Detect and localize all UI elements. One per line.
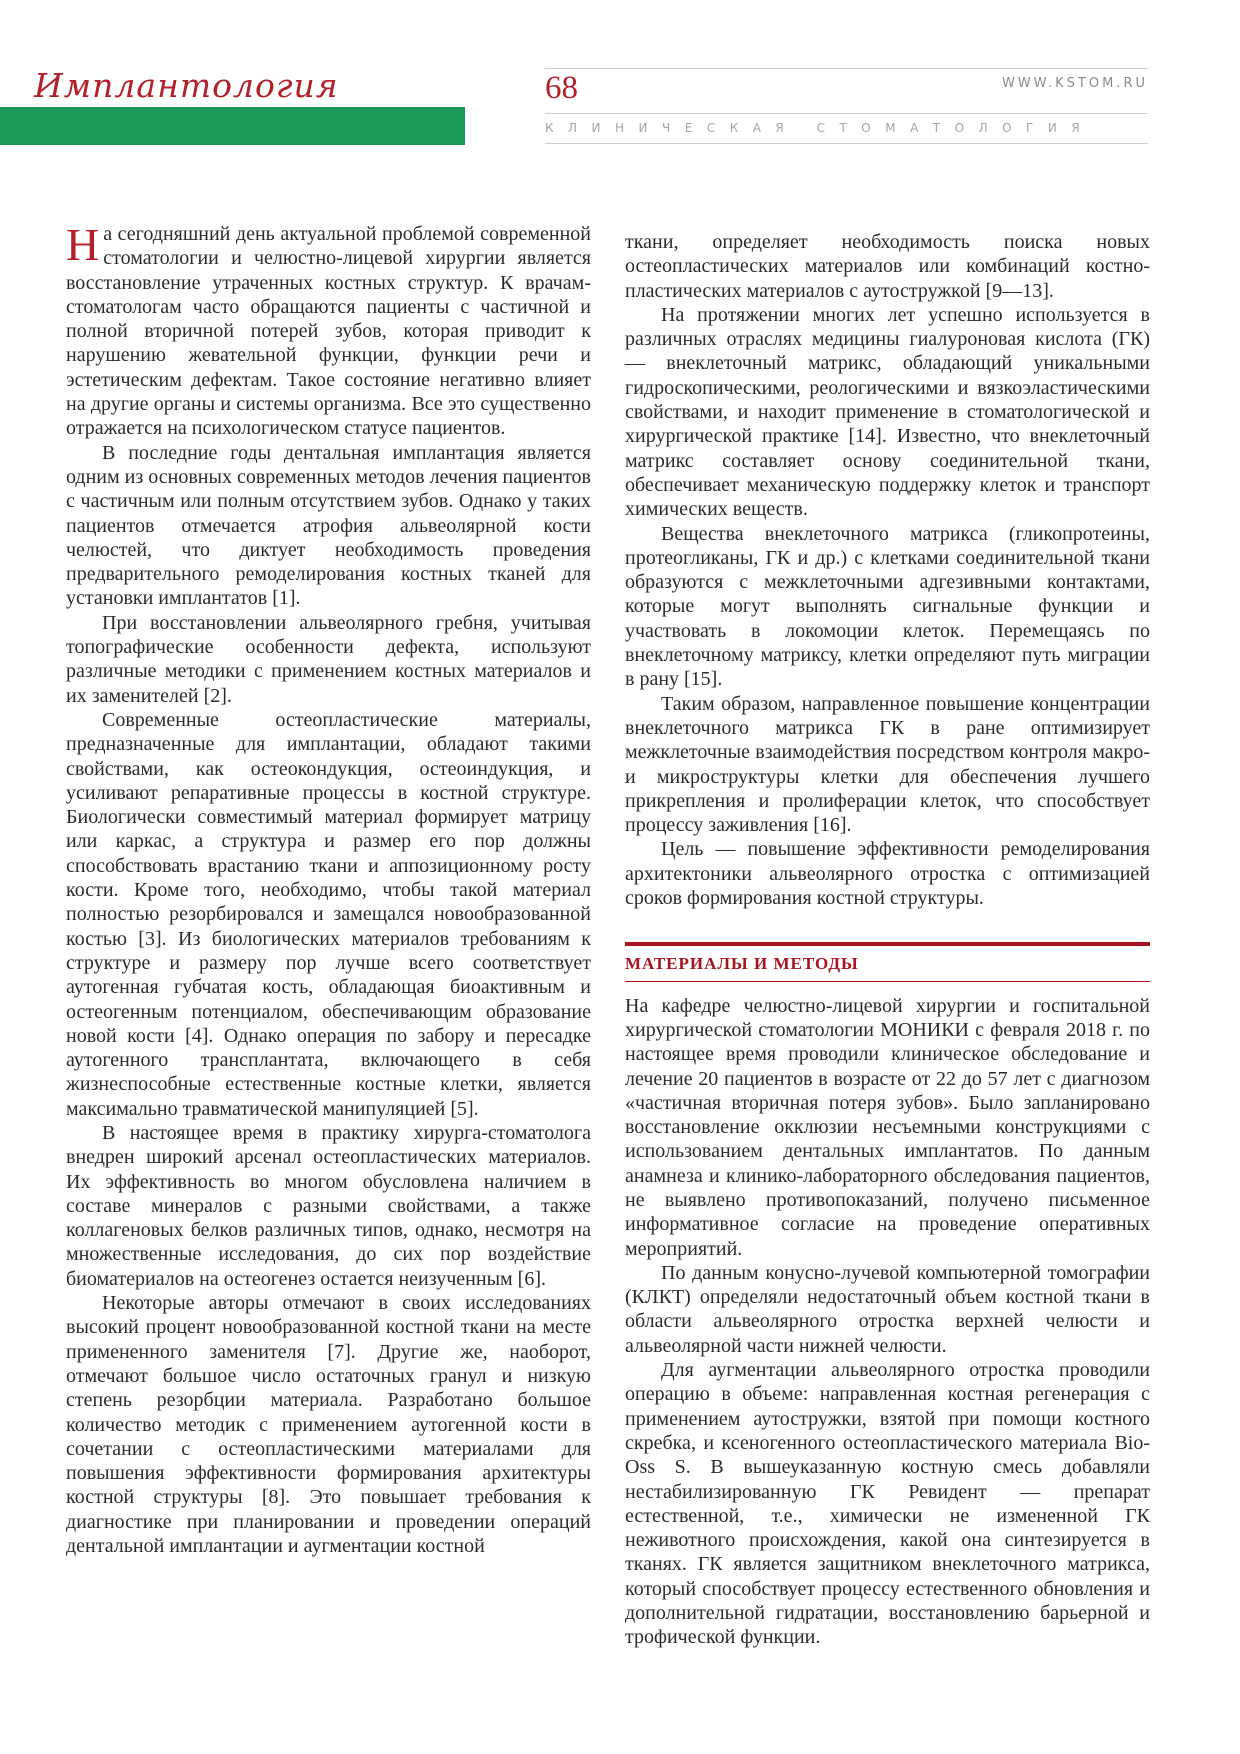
header-rule-bottom (545, 143, 1148, 144)
page-header (0, 0, 1240, 160)
paragraph (66, 219, 591, 441)
paragraph: Некоторые авторы отмечают в своих исследованиях высокий процент новообразованной костной ткани на месте примененного заменителя [7]. Другие же, наоборот, отмечают большое число остаточных гранул и низкую степень резорбции материала. Разработано большое количество методик с применением аутогенной кости в сочетании с остеопластическими материалами для повышения эффективности формирования архитектуры костной структуры [8]. Это повышает требования к диагностике при планировании и проведении операций дентальной имплантации и аугментации костной (66, 1292, 591, 1558)
paragraph: Современные остеопластические материалы, предназначенные для имплантации, обладают такими свойствами, как остеокондукция, остеоиндукция, и усиливают репаративные процессы в костной структуре. Биологически совместимый материал формирует матрицу или каркас, а структура и размер его пор должны способствовать врастанию ткани и аппозиционному росту кости. Кроме того, необходимо, чтобы такой материал полностью резорбировался и замещался новообразованной костью [3]. Из биологических материалов требованиям к структуре и размеру пор лучше всего соответствует аутогенная губчатая кость, обладающая биоактивным и остеогенным потенциалом, обеспечивающим образование новой кости [4]. Однако операция по забору и пересадке аутогенного трансплантата, включающего в себя жизнеспособные естественные костные клетки, является максимально травматической манипуляцией [5]. (66, 708, 591, 1120)
paragraph: ткани, определяет необходимость поиска новых остеопластических материалов или комбинаций костно-пластических материалов с аутостружкой [9—13]. (625, 231, 1150, 302)
paragraph: Цель — повышение эффективности ремоделирования архитектоники альвеолярного отростка с оптимизацией сроков формирования костной структуры. (625, 838, 1150, 910)
paragraph: В последние годы дентальная имплантация является одним из основных современных методов лечения пациентов с частичным или полным отсутствием зубов. Однако у таких пациентов отмечается атрофия альвеолярной кости челюстей, что диктует необходимость проведения предварительного ремоделирования костных тканей для установки имплантатов [1]. (66, 441, 591, 610)
paragraph: Для аугментации альвеолярного отростка проводили операцию в объеме: направленная костная регенерация с применением аутостружки, взятой при помощи костного скребка, и ксеногенного остеопластического материала Bio-Oss S. В вышеуказанную костную смесь добавляли нестабилизированную ГК Ревидент — препарат естественной, т.е., химически не измененной ГК неживотного происхождения, какой она синтезируется в тканях. ГК является защитником внеклеточного матрикса, который способствует процессу естественного обновления и дополнительной гидратации, восстановлению барьерной и трофической функции. (625, 1359, 1150, 1649)
drop-cap: Н (66, 219, 100, 270)
website-url: WWW.KSTOM.RU (1001, 76, 1148, 91)
paragraph: На протяжении многих лет успешно используется в различных отраслях медицины гиалуроновая кислота (ГК) — внеклеточный матрикс, обладающий уникальными гидроскопическими, реологическими и вязкоэластическими свойствами, и находит применение в стоматологической и хирургической практике [14]. Известно, что внеклеточный матрикс составляет основу соединительной ткани, обеспечивает механическую поддержку клеток и транспорт химических веществ. (625, 303, 1150, 521)
header-rule-top (545, 68, 1148, 69)
paragraph-text: а сегодняшний день актуальной проблемой современной стоматологии и челюстно-лицевой хирургии является восстановление утраченных костных структур. К врачам-стоматологам часто обращаются пациенты с частичной и полной вторичной потерей зубов, которая приводит к нарушению жевательной функции, функции речи и эстетическим дефектам. Такое состояние негативно влияет на другие органы и системы организма. Все это существенно отражается на психологическом статусе пациентов. (66, 223, 591, 440)
paragraph: На кафедре челюстно-лицевой хирургии и госпитальной хирургической стоматологии МОНИКИ с февраля 2018 г. по настоящее время проводили клиническое обследование и лечение 20 пациентов в возрасте от 22 до 57 лет с диагнозом «частичная вторичная потеря зубов». Было запланировано восстановление окклюзии несъемными конструкциями с использованием дентальных имплантатов. По данным анамнеза и клинико-лабораторного обследования пациентов, не выявлено противопоказаний, получено письменное информативное согласие на проведение оперативных мероприятий. (625, 994, 1150, 1260)
paragraph: В настоящее время в практику хирурга-стоматолога внедрен широкий арсенал остеопластических материалов. Их эффективность во многом обусловлена наличием в составе минералов с разными свойствами, а также коллагеновых белков различных типов, однако, несмотря на множественные исследования, до сих пор воздействие биоматериалов на остеогенез остается неизученным [6]. (66, 1121, 591, 1290)
right-column (625, 230, 1150, 1650)
paragraph: При восстановлении альвеолярного гребня, учитывая топографические особенности дефекта, используют различные методики с применением костных материалов и их заменителей [2]. (66, 611, 591, 707)
paragraph: Вещества внеклеточного матрикса (гликопротеины, протеогликаны, ГК и др.) с клетками соединительной ткани образуются с межклеточными адгезивными контактами, которые могут выполнять сигнальные функции и участвовать в локомоции клеток. Перемещаясь по внеклеточному матриксу, клетки определяют путь миграции в рану [15]. (625, 522, 1150, 691)
section-title: Имплантология (34, 66, 339, 105)
heading-rule-thin (625, 981, 1150, 982)
section-heading: МАТЕРИАЛЫ И МЕТОДЫ (625, 954, 859, 974)
paragraph: По данным конусно-лучевой компьютерной томографии (КЛКТ) определяли недостаточный объем костной ткани в области альвеолярного отростка верхней челюсти и альвеолярной части нижней челюсти. (625, 1261, 1150, 1357)
section-color-bar (0, 107, 465, 145)
left-column (66, 219, 591, 1558)
section-heading-block (625, 942, 1150, 981)
page-number: 68 (545, 70, 578, 106)
header-rule-middle (545, 113, 1148, 114)
journal-name: КЛИНИЧЕСКАЯ СТОМАТОЛОГИЯ (545, 121, 1095, 135)
paragraph: Таким образом, направленное повышение концентрации внеклеточного матрикса ГК в ране оптимизирует межклеточные взаимодействия посредством контроля макро- и микроструктуры клетки для обеспечения лучшего прикрепления и пролиферации клеток, что способствует процессу заживления [16]. (625, 692, 1150, 837)
